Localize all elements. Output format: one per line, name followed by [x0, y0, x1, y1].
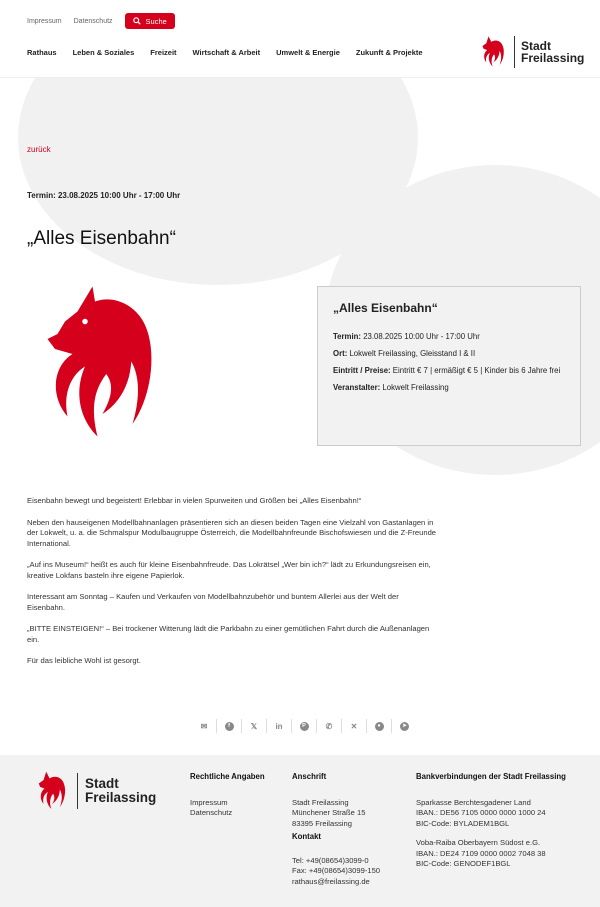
site-footer	[0, 755, 600, 907]
info-veranstalter: Veranstalter: Lokwelt Freilassing	[333, 383, 449, 392]
footer-fax: Fax: +49(08654)3099-150	[292, 866, 381, 875]
search-button[interactable]	[125, 13, 175, 29]
footer-heading: Anschrift	[292, 772, 327, 781]
telegram-icon-button[interactable]	[392, 719, 417, 733]
footer-bank-1: Sparkasse Berchtesgadener Land IBAN.: DE56 7105 0000 0000 1000 24 BIC-Code: BYLADEM1BGL	[416, 797, 546, 828]
facebook-icon: f	[225, 722, 234, 731]
footer-email-link[interactable]: rathaus@freilassing.de	[292, 876, 370, 886]
footer-contact-heading: Kontakt	[292, 832, 322, 841]
article-paragraph: Interessant am Sonntag – Kaufen und Verkaufen von Modellbahnzubehör und buntem Allerlei aus der Welt der Eisenbahn.	[27, 592, 399, 612]
horse-emblem-icon	[40, 284, 165, 439]
footer-contact	[292, 856, 380, 888]
footer-logo[interactable]	[36, 770, 156, 812]
xing-icon[interactable]: ✕	[342, 719, 367, 733]
footer-bank-column	[416, 772, 566, 879]
horse-logo-icon	[36, 770, 70, 812]
nav-freizeit[interactable]: Freizeit	[150, 48, 177, 57]
top-bar	[27, 13, 175, 29]
footer-logo-text: Stadt Freilassing	[85, 776, 157, 805]
pinterest-icon-button[interactable]	[292, 719, 317, 733]
search-icon	[133, 17, 141, 25]
horse-logo-icon	[480, 35, 508, 69]
footer-legal-column	[190, 772, 265, 819]
footer-datenschutz-link[interactable]: Datenschutz	[190, 808, 233, 817]
nav-wirtschaft-arbeit[interactable]: Wirtschaft & Arbeit	[192, 48, 261, 57]
page-title: „Alles Eisenbahn“	[27, 228, 176, 249]
footer-phone: Tel: +49(08654)3099-0	[292, 855, 369, 865]
nav-zukunft-projekte[interactable]: Zukunft & Projekte	[355, 48, 423, 57]
whatsapp-icon[interactable]: ✆	[317, 719, 342, 733]
share-bar	[192, 719, 417, 733]
footer-address: Stadt Freilassing Münchener Straße 15 83395 Freilassing	[292, 797, 366, 828]
site-logo[interactable]	[480, 35, 584, 69]
site-header	[0, 0, 600, 78]
article-paragraph: „Auf ins Museum!“ heißt es auch für kleine Eisenbahnfreude. Das Lokrätsel „Wer bin ich?“ lädt zu Erkundungsreisen ein, kreative Lokfans basteln ihre eigene Papierlok.	[27, 560, 431, 580]
x-icon[interactable]: 𝕏	[242, 719, 267, 733]
search-label: Suche	[145, 16, 167, 26]
datenschutz-link[interactable]: Datenschutz	[73, 17, 113, 25]
mail-icon[interactable]: ✉	[192, 719, 217, 733]
footer-heading: Rechtliche Angaben	[190, 772, 265, 781]
info-box-title: „Alles Eisenbahn“	[333, 301, 438, 315]
main-nav	[27, 48, 423, 57]
article-body	[27, 496, 437, 678]
linkedin-icon[interactable]: in	[267, 719, 292, 733]
footer-address-column	[292, 772, 380, 887]
logo-text: Stadt Freilassing	[521, 39, 585, 65]
info-termin: Termin: 23.08.2025 10:00 Uhr - 17:00 Uhr	[333, 332, 480, 341]
article-paragraph: „BITTE EINSTEIGEN!“ – Bei trockener Witterung lädt die Parkbahn zu einer gemütlichen Fahrt durch die Außenanlagen ein.	[27, 624, 430, 644]
telegram-icon: ➤	[400, 722, 409, 731]
reddit-icon-button[interactable]	[367, 719, 392, 733]
nav-rathaus[interactable]: Rathaus	[27, 48, 57, 57]
info-eintritt: Eintritt / Preise: Eintritt € 7 | ermäßigt € 5 | Kinder bis 6 Jahre frei	[333, 366, 561, 375]
info-ort: Ort: Lokwelt Freilassing, Gleisstand I & II	[333, 349, 476, 358]
event-info-box	[317, 286, 581, 446]
article-paragraph: Für das leibliche Wohl ist gesorgt.	[27, 656, 141, 665]
nav-umwelt-energie[interactable]: Umwelt & Energie	[276, 48, 340, 57]
footer-heading: Bankverbindungen der Stadt Freilassing	[416, 772, 566, 781]
nav-leben-soziales[interactable]: Leben & Soziales	[72, 48, 135, 57]
pinterest-icon: P	[300, 722, 309, 731]
footer-impressum-link[interactable]: Impressum	[190, 797, 228, 807]
logo-divider	[77, 773, 78, 809]
back-link[interactable]: zurück	[27, 145, 51, 154]
event-date-heading: Termin: 23.08.2025 10:00 Uhr - 17:00 Uhr	[27, 191, 181, 200]
logo-divider	[514, 36, 515, 68]
reddit-icon: ●	[375, 722, 384, 731]
article-paragraph: Eisenbahn bewegt und begeistert! Erlebbar in vielen Spurweiten und Größen bei „Alles Eisenbahn!“	[27, 496, 362, 505]
impressum-link[interactable]: Impressum	[27, 17, 62, 25]
article-paragraph: Neben den hauseigenen Modellbahnanlagen präsentieren sich an diesen beiden Tagen eine Vielzahl von Gastanlagen in der Lokwelt, u. a. die Schmalspur Modulbaugruppe Österreich, die Modellbahnfreunde Bischofswiesen und die Z-Freunde International.	[27, 517, 437, 548]
footer-bank-2: Voba-Raiba Oberbayern Südost e.G. IBAN.: DE24 7109 0000 0002 7048 38 BIC-Code: GENODEF1BGL	[416, 838, 546, 868]
facebook-icon-button[interactable]	[217, 719, 242, 733]
